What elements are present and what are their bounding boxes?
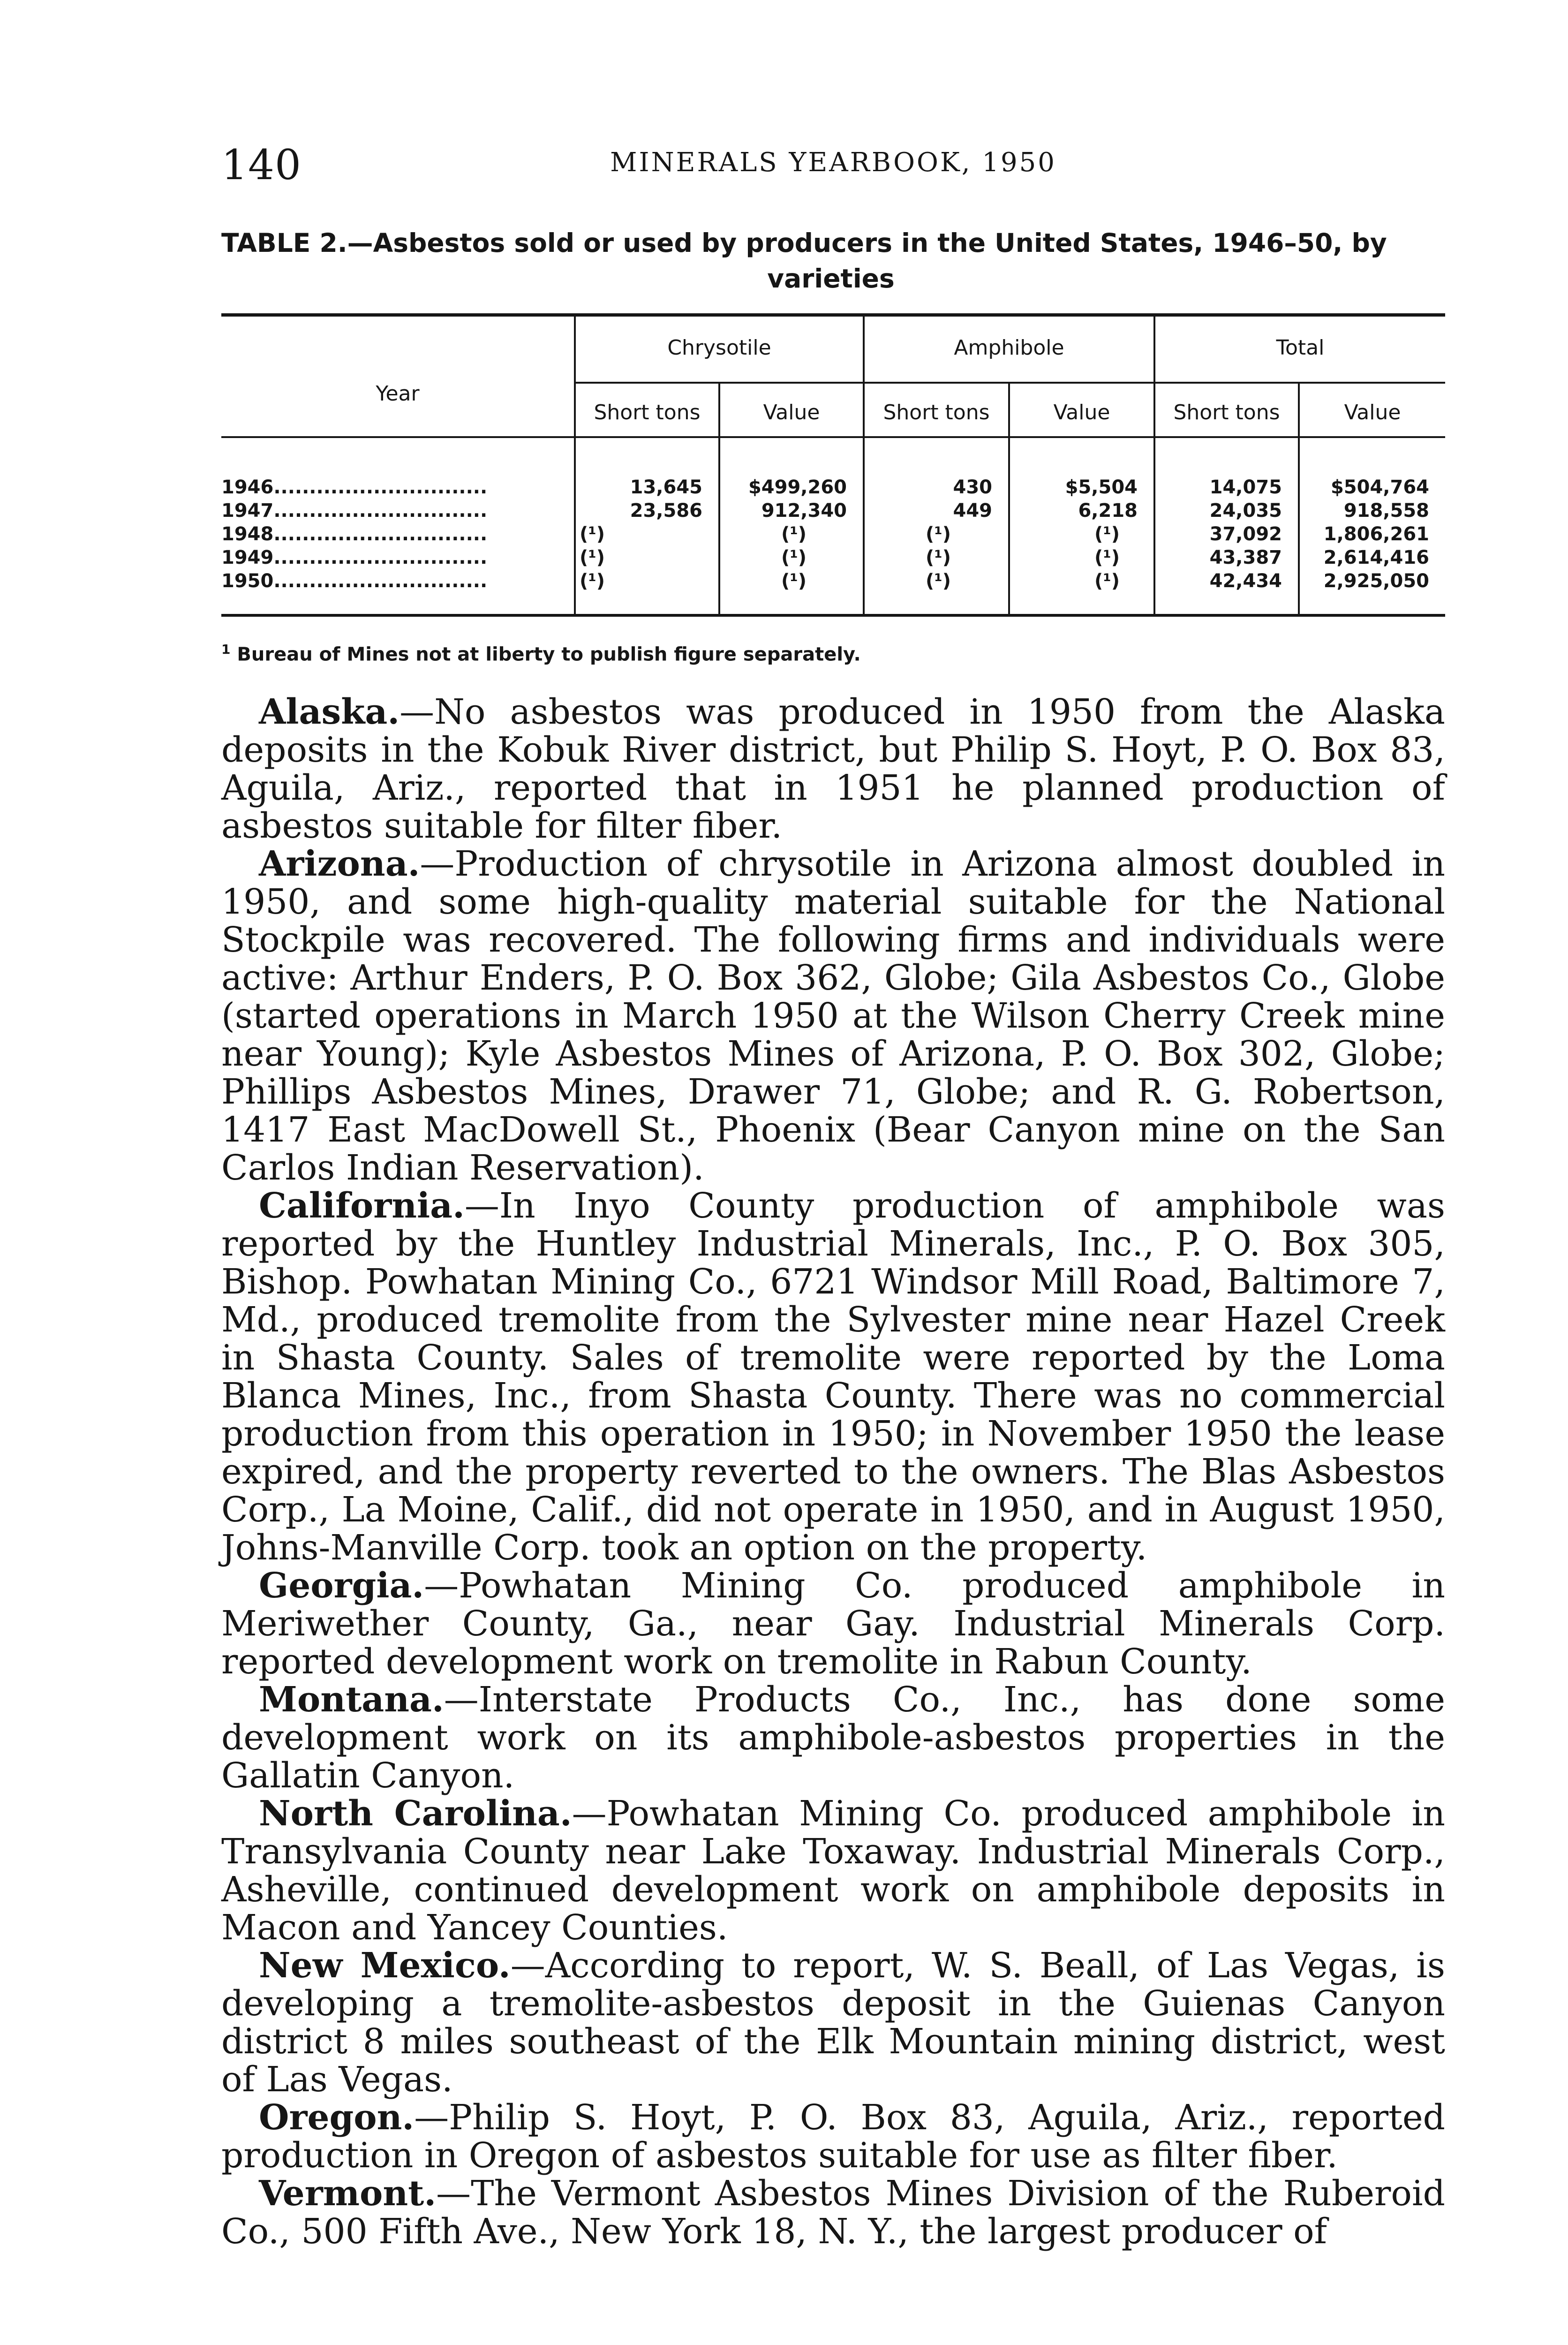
paragraph-montana xyxy=(221,1681,1445,1795)
table-cell: (¹) xyxy=(781,547,807,568)
table-cell: 449 xyxy=(953,500,992,522)
table-title-line-1: TABLE 2.—Asbestos sold or used by producers in the United States, 1946–50, by xyxy=(221,228,1387,258)
table-cell: 24,035 xyxy=(1209,500,1282,522)
state-heading: Arizona. xyxy=(259,844,420,884)
table-cell: $499,260 xyxy=(748,477,847,498)
table-cell: 1,806,261 xyxy=(1323,523,1429,545)
table-cell: (¹) xyxy=(926,523,951,545)
paragraph-text: —No asbestos was produced in 1950 from the Alaska deposits in the Kobuk River district, but Philip S. Hoyt, P. O. Box 83, Aguila, Ariz., reported that in 1951 he planned production of asbestos suitable for filter fiber. xyxy=(221,692,1445,846)
paragraph-new-mexico xyxy=(221,1947,1445,2099)
table-title-line-2: varieties xyxy=(767,264,895,294)
table-row-year: 1947.............................. xyxy=(221,500,488,522)
table-cell: 23,586 xyxy=(630,500,702,522)
paragraph-text: —Production of chrysotile in Arizona almost doubled in 1950, and some high-quality material suitable for the National Stockpile was recovered. The following firms and individuals were active: Arthur Enders, P. O. Box 362, Globe; Gila Asbestos Co., Globe (started operations in March 1950 at the Wilson Cherry Creek mine near Young); Kyle Asbestos Mines of Arizona, P. O. Box 302, Globe; Phillips Asbestos Mines, Drawer 71, Globe; and R. G. Robertson, 1417 East MacDowell St., Phoenix (Bear Canyon mine on the San Carlos Indian Reservation). xyxy=(221,844,1445,1188)
table-cell: (¹) xyxy=(1094,523,1120,545)
paragraph-text: —In Inyo County production of amphibole was reported by the Huntley Industrial Minerals, Inc., P. O. Box 305, Bishop. Powhatan Mining Co., 6721 Windsor Mill Road, Baltimore 7, Md., produced tremolite from the Sylvester mine near Hazel Creek in Shasta County. Sales of tremolite were reported by the Loma Blanca Mines, Inc., from Shasta County. There was no commercial production from this operation in 1950; in November 1950 the lease expired, and the property reverted to the owners. The Blas Asbestos Corp., La Moine, Calif., did not operate in 1950, and in August 1950, Johns-Manville Corp. took an option on the property. xyxy=(221,1186,1445,1568)
page-header xyxy=(221,141,1445,192)
state-heading: Oregon. xyxy=(259,2097,415,2138)
paragraph-text: —The Vermont Asbestos Mines Division of the Ruberoid Co., 500 Fifth Ave., New York 18, N. Y., the largest producer of xyxy=(221,2173,1445,2252)
body-text xyxy=(221,693,1445,2251)
state-heading: Montana. xyxy=(259,1679,444,1720)
running-head: MINERALS YEARBOOK, 1950 xyxy=(610,147,1056,178)
table-cell: 2,925,050 xyxy=(1323,570,1429,592)
subheader-amphibole-tons: Short tons xyxy=(883,401,990,424)
subheader-amphibole-value: Value xyxy=(1053,401,1110,424)
table-row-year: 1946.............................. xyxy=(221,477,488,498)
table-cell: $504,764 xyxy=(1330,477,1429,498)
page-number: 140 xyxy=(221,141,302,189)
table-cell: 37,092 xyxy=(1209,523,1282,545)
table-cell: (¹) xyxy=(580,547,605,568)
table-top-rule xyxy=(221,313,1445,317)
state-heading: Alaska. xyxy=(259,692,400,732)
paragraph-text: —Interstate Products Co., Inc., has done some development work on its amphibole-asbestos properties in the Gallatin Canyon. xyxy=(221,1679,1445,1796)
table-cell: (¹) xyxy=(580,570,605,592)
table-row-year: 1950.............................. xyxy=(221,570,488,592)
paragraph-text: —Powhatan Mining Co. produced amphibole in Transylvania County near Lake Toxaway. Industrial Minerals Corp., Asheville, continued development work on amphibole deposits in Macon and Yancey Counties. xyxy=(221,1793,1446,1948)
table-vline-2 xyxy=(863,317,865,614)
paragraph-text: —Powhatan Mining Co. produced amphibole in Meriwether County, Ga., near Gay. Industrial Minerals Corp. reported development work on tremolite in Rabun County. xyxy=(221,1566,1445,1682)
group-header-rule xyxy=(574,382,1445,384)
group-header-total: Total xyxy=(1276,336,1325,360)
state-heading: North Carolina. xyxy=(259,1793,572,1834)
table-cell: (¹) xyxy=(580,523,605,545)
paragraph-arizona xyxy=(221,845,1445,1187)
paragraph-text: —According to report, W. S. Beall, of Las Vegas, is developing a tremolite-asbestos deposit in the Guienas Canyon district 8 miles southeast of the Elk Mountain mining district, west of Las Vegas. xyxy=(221,1945,1445,2100)
footnote-mark: 1 xyxy=(221,642,231,657)
table-cell: 2,614,416 xyxy=(1323,547,1429,568)
asbestos-table xyxy=(221,313,1445,619)
subheader-total-value: Value xyxy=(1344,401,1401,424)
subheader-chrysotile-tons: Short tons xyxy=(594,401,701,424)
table-title xyxy=(221,225,1440,296)
group-header-amphibole: Amphibole xyxy=(954,336,1064,360)
table-cell: 912,340 xyxy=(761,500,847,522)
table-cell: 14,075 xyxy=(1209,477,1282,498)
table-cell: 918,558 xyxy=(1343,500,1429,522)
table-cell: 43,387 xyxy=(1209,547,1282,568)
paragraph-georgia xyxy=(221,1567,1445,1681)
table-cell: (¹) xyxy=(926,570,951,592)
state-heading: California. xyxy=(259,1186,465,1226)
paragraph-north-carolina xyxy=(221,1795,1445,1947)
table-cell: $5,504 xyxy=(1065,477,1138,498)
paragraph-alaska xyxy=(221,693,1445,845)
table-cell: (¹) xyxy=(1094,547,1120,568)
table-cell: 6,218 xyxy=(1078,500,1138,522)
table-cell: (¹) xyxy=(781,570,807,592)
table-cell: 13,645 xyxy=(630,477,702,498)
table-vline-4 xyxy=(1153,317,1155,614)
table-cell: 42,434 xyxy=(1209,570,1282,592)
table-cell: (¹) xyxy=(781,523,807,545)
state-heading: New Mexico. xyxy=(259,1945,511,1986)
subheader-chrysotile-value: Value xyxy=(763,401,820,424)
table-row-year: 1948.............................. xyxy=(221,523,488,545)
col-header-year: Year xyxy=(376,382,420,406)
table-cell: 430 xyxy=(953,477,992,498)
header-bottom-rule xyxy=(221,436,1445,438)
paragraph-text: —Philip S. Hoyt, P. O. Box 83, Aguila, Ariz., reported production in Oregon of asbestos suitable for use as filter fiber. xyxy=(221,2097,1445,2176)
table-footnote xyxy=(221,642,1440,665)
table-cell: (¹) xyxy=(926,547,951,568)
group-header-chrysotile: Chrysotile xyxy=(667,336,771,360)
table-bottom-rule xyxy=(221,614,1445,617)
table-cell: (¹) xyxy=(1094,570,1120,592)
paragraph-vermont xyxy=(221,2175,1445,2251)
table-vline-year xyxy=(574,317,576,614)
state-heading: Georgia. xyxy=(259,1566,424,1606)
subheader-total-tons: Short tons xyxy=(1173,401,1280,424)
footnote-text: Bureau of Mines not at liberty to publish figure separately. xyxy=(237,643,861,666)
paragraph-california xyxy=(221,1187,1445,1567)
paragraph-oregon xyxy=(221,2099,1445,2175)
table-row-year: 1949.............................. xyxy=(221,547,488,568)
state-heading: Vermont. xyxy=(259,2173,437,2214)
